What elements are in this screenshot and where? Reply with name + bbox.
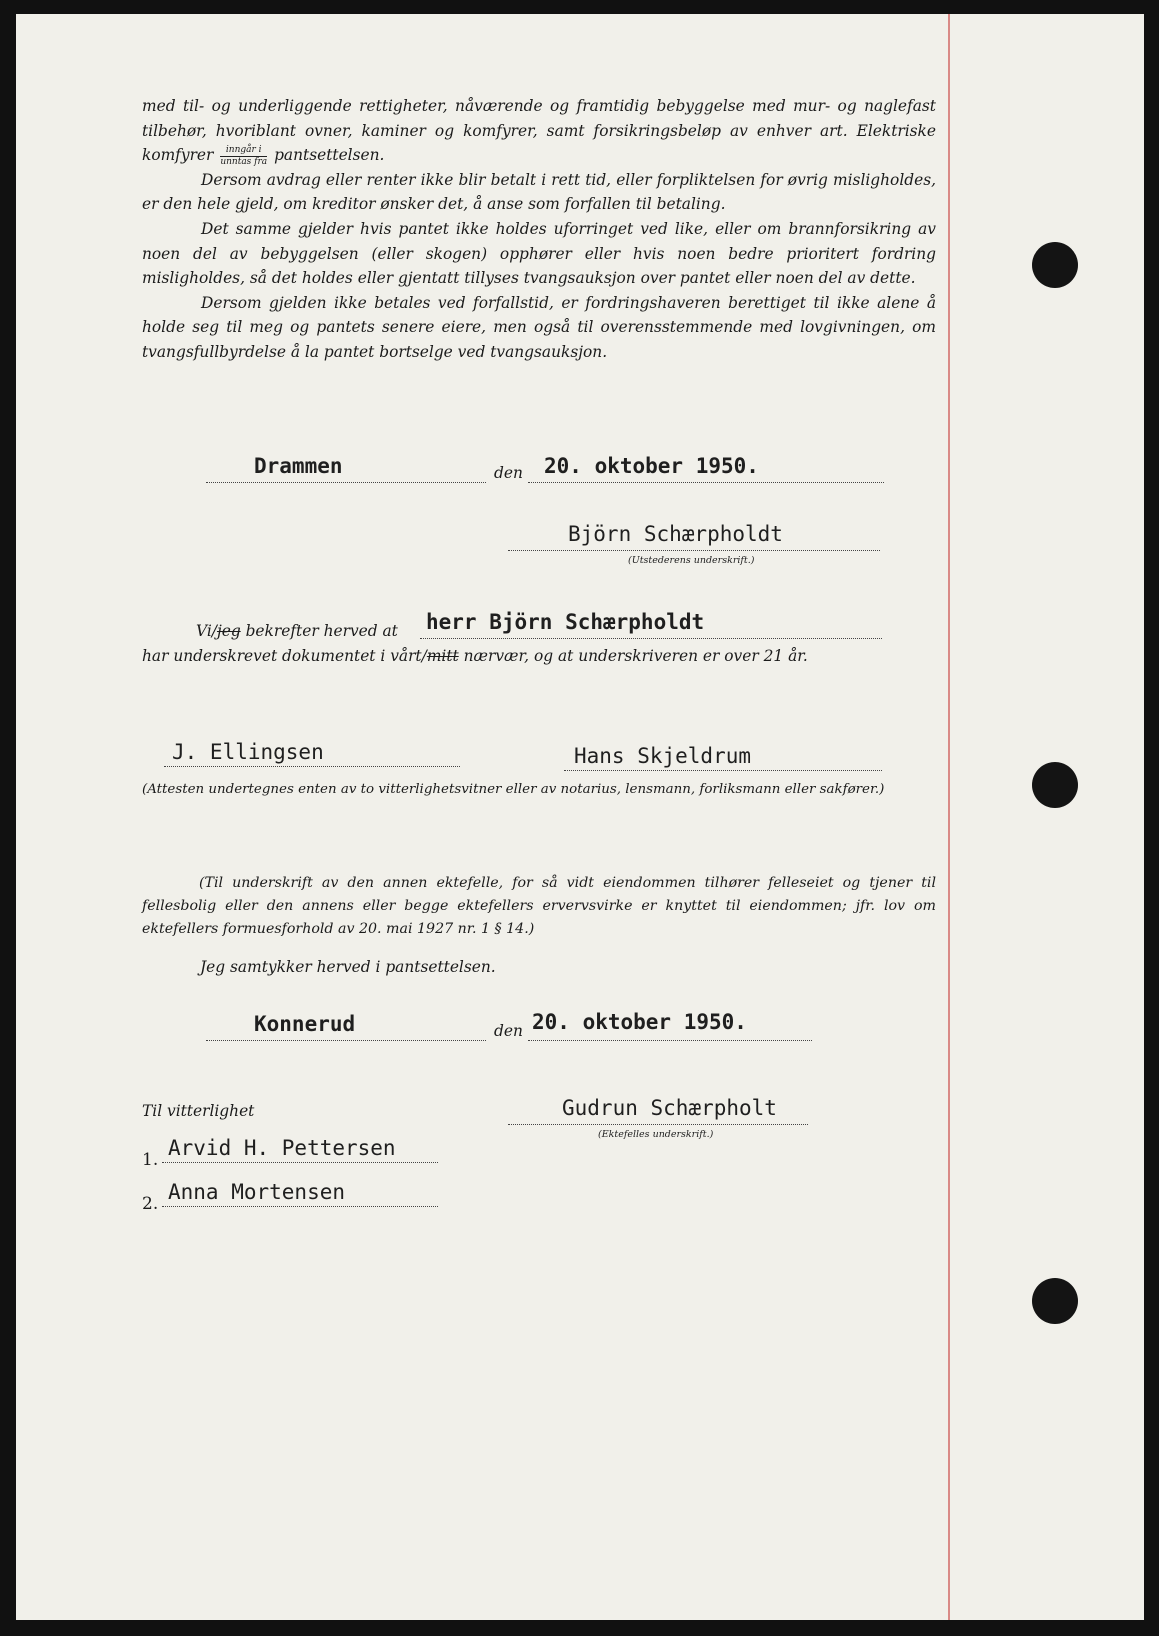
consent-statement: Jeg samtykker herved i pantsettelsen.	[200, 958, 496, 976]
person-line	[420, 638, 882, 639]
vitterlighet-line-1	[162, 1162, 438, 1163]
witness-statement-line1: Vi/jeg bekrefter herved at	[196, 622, 398, 640]
punch-hole	[1032, 762, 1078, 808]
witness-two-signature: Hans Skjeldrum	[574, 744, 752, 768]
issuer-signature: Björn Schærpholdt	[568, 522, 783, 546]
legal-paragraph: Dersom gjelden ikke betales ved forfallstid, er fordringshaveren berettiget til ikke alene å holde seg til meg og pantets senere eiere, men også til overensstemmende med lovgivningen, om tvangsfullbyrdelse å la pantet bortselge ved tvangsauksjon.	[142, 293, 936, 361]
legal-paragraph: Det samme gjelder hvis pantet ikke holdes uforringet ved like, eller om brannforsikring av noen del av bebyggelsen (eller skogen) opphører eller hvis noen bedre prioritert fordring misligholdes, så det holdes eller gjentatt tillyses tvangsauksjon over pantet eller noen del av dette.	[142, 219, 936, 288]
signing-date: 20. oktober 1950.	[544, 454, 759, 478]
witness-number-2: 2.	[142, 1194, 159, 1214]
issuer-caption: (Utstederens underskrift.)	[628, 555, 755, 566]
den-label: den	[494, 464, 523, 482]
attested-person: herr Björn Schærpholdt	[426, 610, 705, 634]
spouse-note: (Til underskrift av den annen ektefelle, for så vidt eiendommen tilhører felleseiet og tjener til fellesbolig eller den annens eller begge ektefellers ervervsvirke er knyttet til eiendommen; jfr. lov om ektefellers formuesforhold av 20. mai 1927 nr. 1 § 14.)	[142, 875, 936, 937]
fraction-choice: $\frac{\text{inngår i}}{\text{unntas fra}}$	[220, 144, 268, 167]
witness-one-line	[164, 766, 460, 767]
legal-text	[142, 94, 936, 365]
witness-number-1: 1.	[142, 1150, 159, 1170]
second-signing-date: 20. oktober 1950.	[532, 1010, 747, 1034]
punch-hole	[1032, 1278, 1078, 1324]
second-den-label: den	[494, 1022, 523, 1040]
date-line	[528, 482, 884, 483]
witness-one-signature: J. Ellingsen	[172, 740, 324, 764]
spouse-signature-line	[508, 1124, 808, 1125]
signature-line	[508, 550, 880, 551]
margin-rule	[948, 14, 950, 1620]
witness-two-line	[564, 770, 882, 771]
second-signing-place: Konnerud	[254, 1012, 356, 1036]
signing-place: Drammen	[254, 454, 343, 478]
second-date-line	[528, 1040, 812, 1041]
attestation-note: (Attesten undertegnes enten av to vitterlighetsvitner eller av notarius, lensmann, forliksmann eller sakfører.)	[142, 782, 885, 797]
vitterlighet-witness-1: Arvid H. Pettersen	[168, 1136, 396, 1160]
vitterlighet-line-2	[162, 1206, 438, 1207]
spouse-caption: (Ektefelles underskrift.)	[598, 1129, 714, 1140]
legal-paragraph: Dersom avdrag eller renter ikke blir betalt i rett tid, eller forpliktelsen for øvrig misligholdes, er den hele gjeld, om kreditor ønsker det, å anse som forfallen til betaling.	[142, 170, 936, 214]
legal-paragraph: med til- og underliggende rettigheter, nåværende og framtidig bebyggelse med mur- og naglefast tilbehør, hvoriblant ovner, kaminer og komfyrer, samt forsikringsbeløp av enhver art. Elektriske komfyrer $\frac{\text{inngår i}}{\text{unntas fra}}$ pantsettelsen.	[142, 97, 936, 167]
vitterlighet-label: Til vitterlighet	[142, 1102, 255, 1120]
spouse-signature: Gudrun Schærpholt	[562, 1096, 777, 1120]
witness-statement-line2: har underskrevet dokumentet i vårt/mitt nærvær, og at underskriveren er over 21 år.	[142, 647, 808, 665]
punch-hole	[1032, 242, 1078, 288]
second-place-line	[206, 1040, 486, 1041]
vitterlighet-witness-2: Anna Mortensen	[168, 1180, 346, 1204]
place-line	[206, 482, 486, 483]
document-page	[16, 14, 1144, 1620]
